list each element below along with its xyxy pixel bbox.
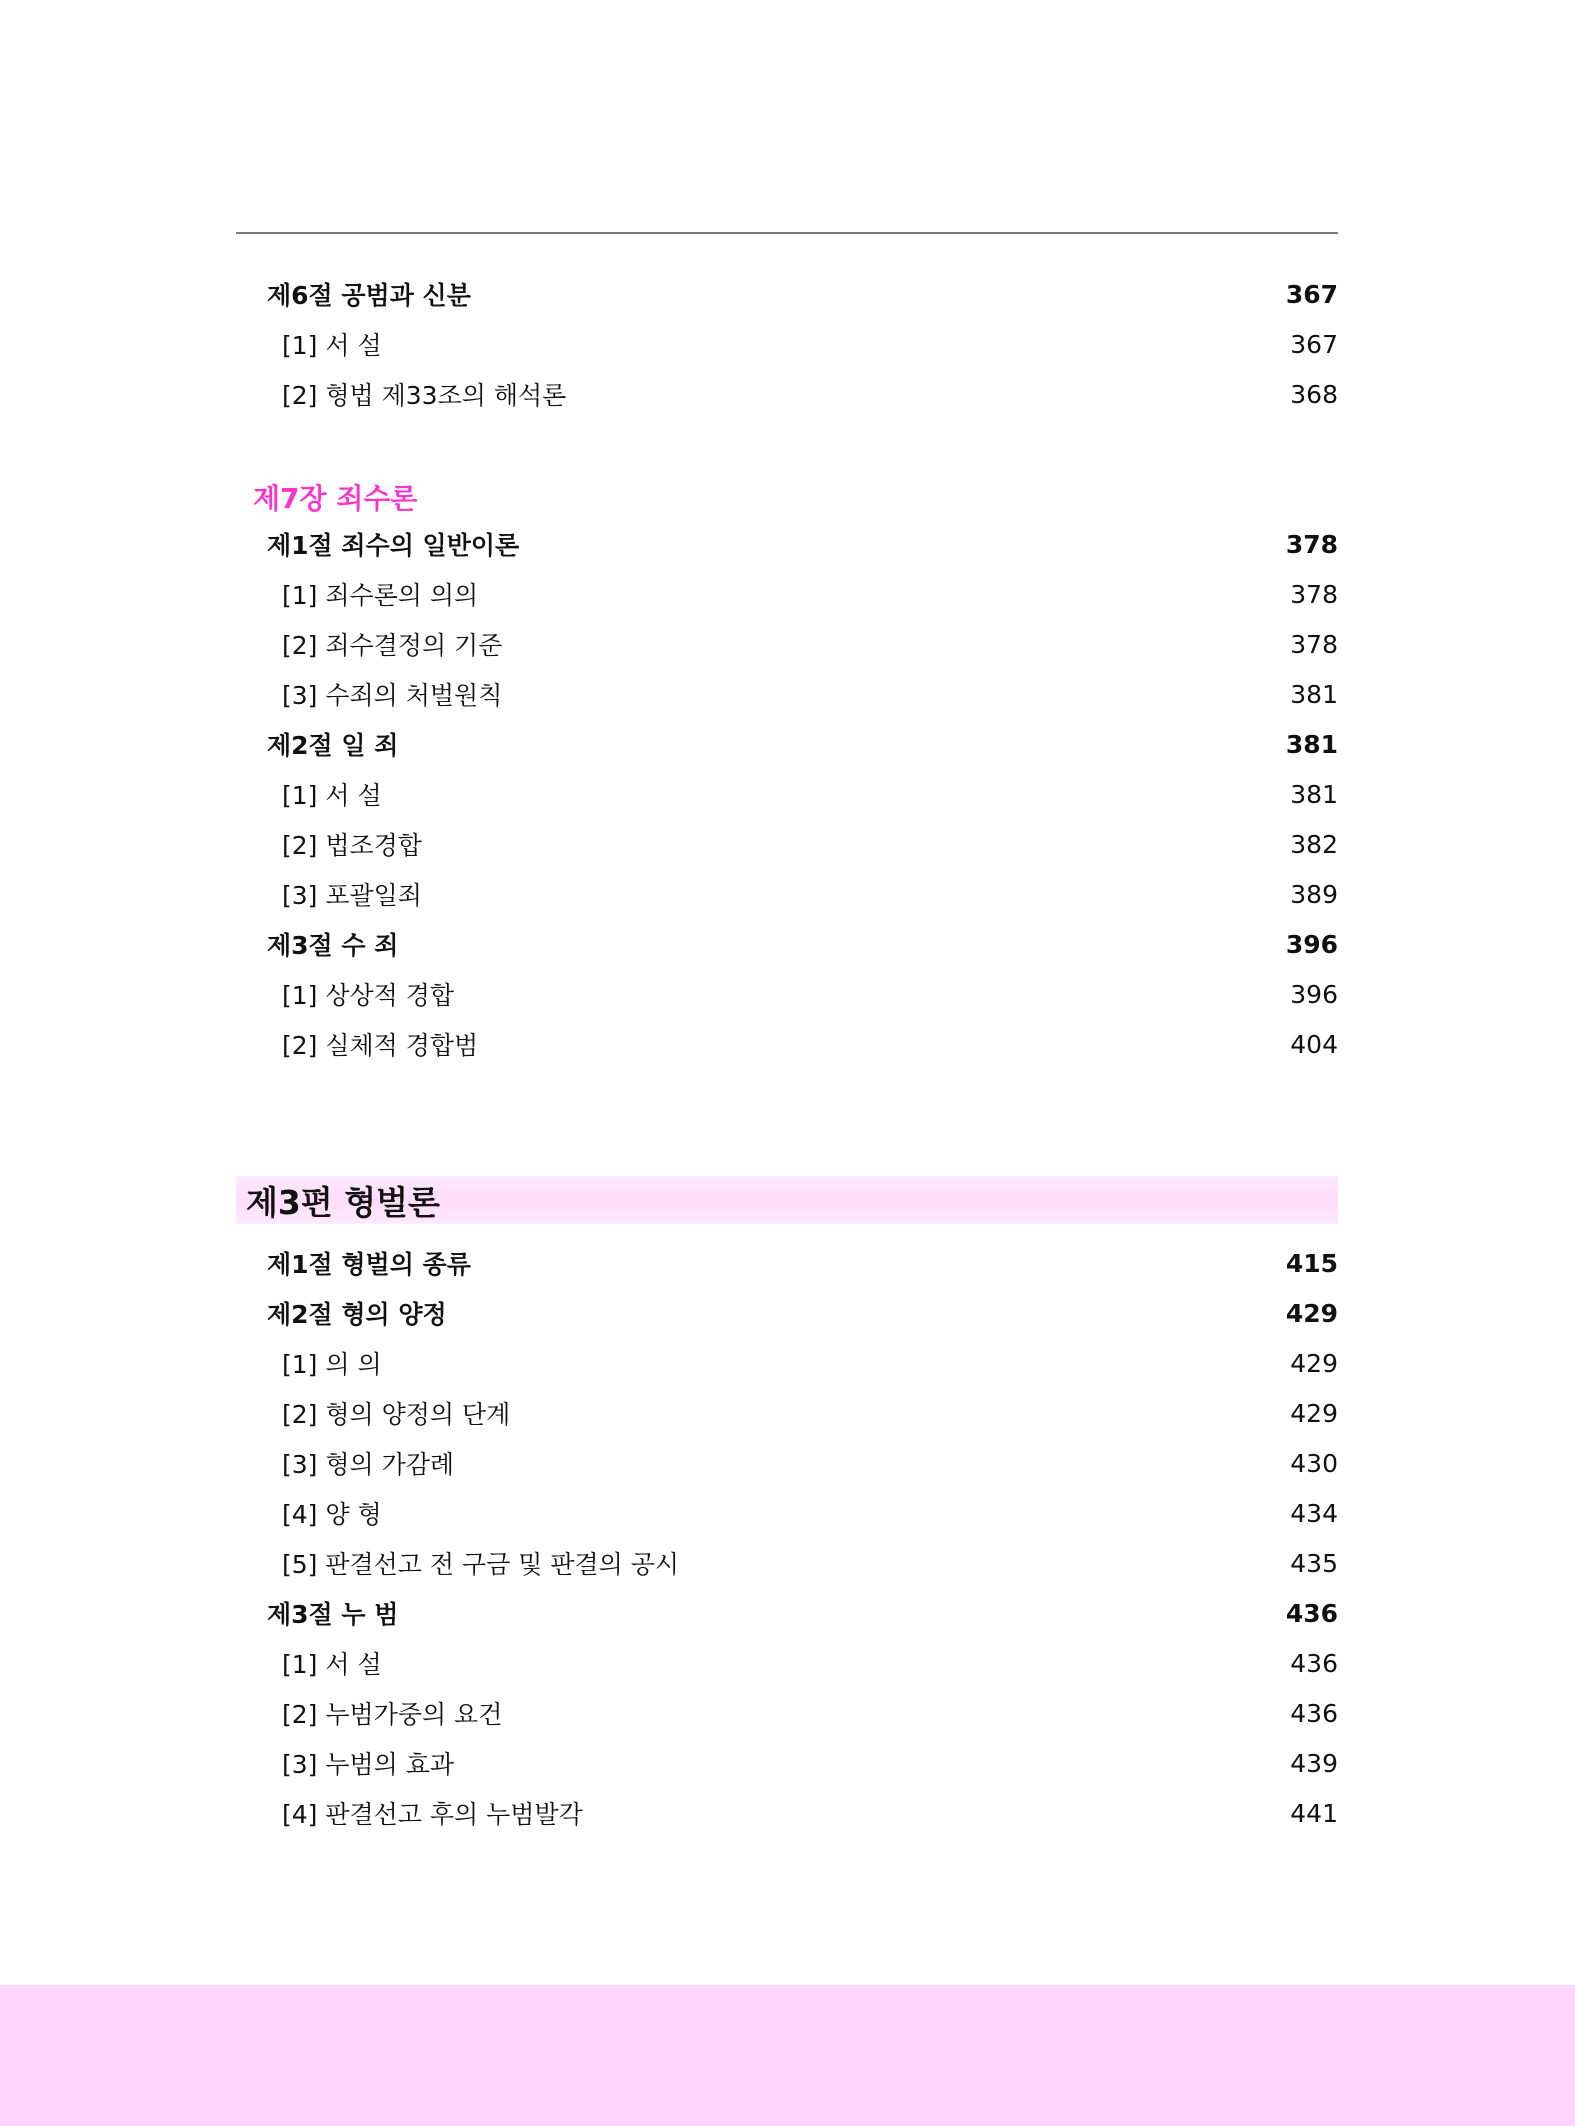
- toc-entry-label: 제1절 형벌의 종류: [267, 1250, 471, 1279]
- toc-page-number: 381: [1290, 679, 1338, 709]
- toc-item-row[interactable]: [236, 374, 1338, 414]
- toc-item-row[interactable]: [236, 974, 1338, 1014]
- toc-page-number: 429: [1290, 1398, 1338, 1428]
- toc-item-row[interactable]: [236, 1393, 1338, 1433]
- toc-page-number: 435: [1290, 1548, 1338, 1578]
- toc-page-number: 367: [1290, 329, 1338, 359]
- toc-page-number: 382: [1290, 829, 1338, 859]
- toc-entry-label: [2] 형법 제33조의 해석론: [282, 381, 567, 410]
- toc-page-number: 429: [1285, 1298, 1338, 1328]
- toc-page-number: 439: [1290, 1748, 1338, 1778]
- toc-page-number: 378: [1290, 579, 1338, 609]
- chapter-heading: 제7장 죄수론: [253, 482, 418, 515]
- toc-item-row[interactable]: [236, 1024, 1338, 1064]
- toc-page-number: 396: [1285, 929, 1338, 959]
- toc-section-row[interactable]: [236, 524, 1338, 564]
- toc-entry-label: [4] 판결선고 후의 누범발각: [282, 1800, 583, 1829]
- toc-entry-label: 제1절 죄수의 일반이론: [267, 531, 520, 560]
- toc-page-number: 434: [1290, 1498, 1338, 1528]
- toc-entry-label: [3] 형의 가감례: [282, 1450, 455, 1479]
- toc-entry-label: [2] 법조경합: [282, 831, 422, 860]
- toc-page-number: 436: [1290, 1648, 1338, 1678]
- toc-item-row[interactable]: [236, 574, 1338, 614]
- toc-entry-label: [1] 의 의: [282, 1350, 382, 1379]
- toc-section-row[interactable]: [236, 274, 1338, 314]
- toc-page-number: 368: [1290, 379, 1338, 409]
- toc-item-row[interactable]: [236, 324, 1338, 364]
- toc-page-number: 404: [1290, 1029, 1338, 1059]
- toc-section-row[interactable]: [236, 724, 1338, 764]
- toc-entry-label: [1] 서 설: [282, 1650, 382, 1679]
- toc-page-number: 381: [1285, 729, 1338, 759]
- toc-entry-label: [2] 형의 양정의 단계: [282, 1400, 511, 1429]
- toc-page-number: 389: [1290, 879, 1338, 909]
- toc-page-number: 429: [1290, 1348, 1338, 1378]
- toc-page-number: 430: [1290, 1448, 1338, 1478]
- footer-band: [0, 1985, 1575, 2126]
- toc-entry-label: [5] 판결선고 전 구금 및 판결의 공시: [282, 1550, 680, 1579]
- toc-section-row[interactable]: [236, 1293, 1338, 1333]
- toc-entry-label: [2] 누범가중의 요건: [282, 1700, 503, 1729]
- toc-page-number: 415: [1285, 1248, 1338, 1278]
- toc-entry-label: [3] 포괄일죄: [282, 881, 422, 910]
- toc-entry-label: [1] 상상적 경합: [282, 981, 455, 1010]
- toc-entry-label: 제3절 누 범: [267, 1600, 399, 1629]
- toc-item-row[interactable]: [236, 874, 1338, 914]
- toc-item-row[interactable]: [236, 1743, 1338, 1783]
- toc-entry-label: 제2절 일 죄: [267, 731, 399, 760]
- toc-page-number: 436: [1285, 1598, 1338, 1628]
- toc-entry-label: [1] 서 설: [282, 331, 382, 360]
- toc-entry-label: [4] 양 형: [282, 1500, 382, 1529]
- toc-item-row[interactable]: [236, 624, 1338, 664]
- toc-item-row[interactable]: [236, 1643, 1338, 1683]
- toc-item-row[interactable]: [236, 674, 1338, 714]
- toc-page-number: 378: [1285, 529, 1338, 559]
- toc-entry-label: 제2절 형의 양정: [267, 1300, 447, 1329]
- toc-item-row[interactable]: [236, 1443, 1338, 1483]
- part-heading-band: [236, 1176, 1338, 1224]
- toc-entry-label: 제6절 공범과 신분: [267, 281, 471, 310]
- toc-entry-label: [1] 죄수론의 의의: [282, 581, 479, 610]
- toc-page-number: 367: [1285, 279, 1338, 309]
- toc-item-row[interactable]: [236, 1493, 1338, 1533]
- top-rule: [236, 232, 1338, 234]
- toc-section-row[interactable]: [236, 924, 1338, 964]
- toc-section-row[interactable]: [236, 1593, 1338, 1633]
- toc-item-row[interactable]: [236, 774, 1338, 814]
- toc-item-row[interactable]: [236, 824, 1338, 864]
- part-heading: 제3편 형벌론: [246, 1182, 440, 1222]
- toc-page-number: 441: [1290, 1798, 1338, 1828]
- toc-item-row[interactable]: [236, 1793, 1338, 1833]
- toc-entry-label: [1] 서 설: [282, 781, 382, 810]
- toc-page-number: 436: [1290, 1698, 1338, 1728]
- toc-page-number: 381: [1290, 779, 1338, 809]
- toc-item-row[interactable]: [236, 1543, 1338, 1583]
- toc-item-row[interactable]: [236, 1343, 1338, 1383]
- toc-page-number: 378: [1290, 629, 1338, 659]
- toc-entry-label: [2] 죄수결정의 기준: [282, 631, 503, 660]
- toc-page-number: 396: [1290, 979, 1338, 1009]
- toc-item-row[interactable]: [236, 1693, 1338, 1733]
- toc-entry-label: [2] 실체적 경합범: [282, 1031, 479, 1060]
- toc-entry-label: [3] 누범의 효과: [282, 1750, 455, 1779]
- toc-entry-label: [3] 수죄의 처벌원칙: [282, 681, 503, 710]
- toc-entry-label: 제3절 수 죄: [267, 931, 399, 960]
- toc-section-row[interactable]: [236, 1243, 1338, 1283]
